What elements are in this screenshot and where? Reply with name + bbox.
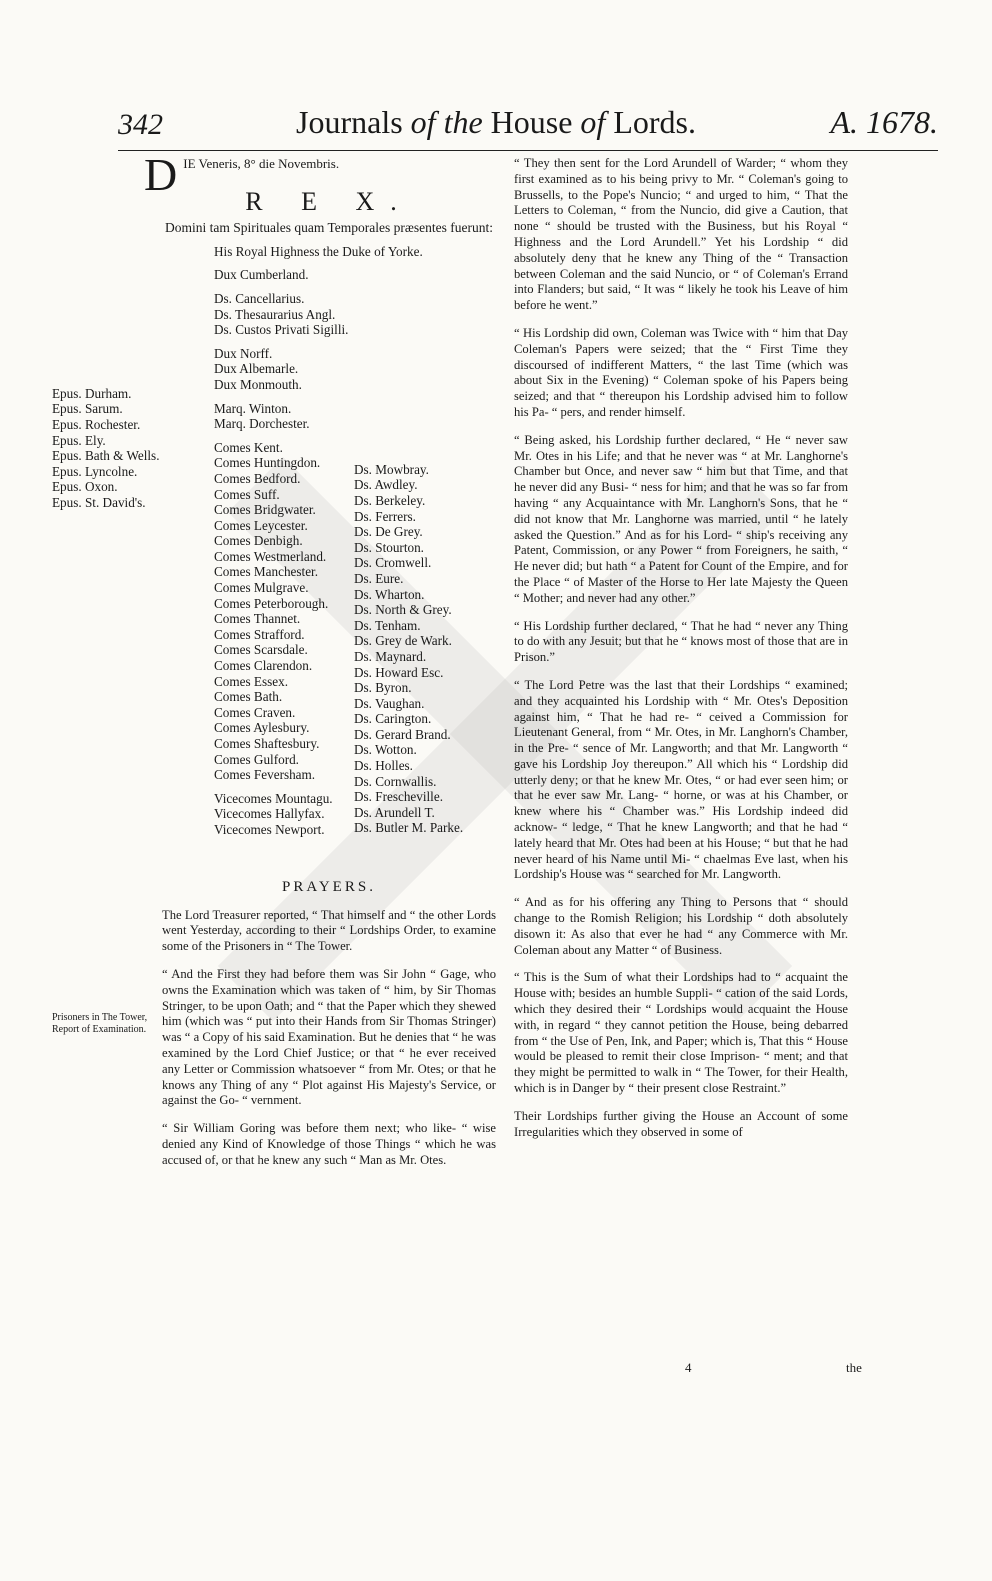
- roll-entry: Epus. Oxon.: [52, 479, 118, 495]
- dateline: [144, 149, 496, 200]
- roll-entry: Ds. Cancellarius.: [214, 290, 305, 306]
- list-gap: [214, 432, 364, 440]
- roll-entry: Comes Strafford.: [214, 626, 305, 642]
- roll-entry: Comes Shaftesbury.: [214, 736, 320, 752]
- right-column: [514, 156, 848, 1152]
- roll-entry: Epus. St. David's.: [52, 494, 146, 510]
- roll-entry: Vicecomes Newport.: [214, 821, 325, 837]
- roll-entry: Ds. Wotton.: [354, 742, 417, 758]
- roll-entry: Ds. Eure.: [354, 570, 404, 586]
- title-word: Lords.: [613, 104, 696, 140]
- page-number: 342: [118, 108, 163, 141]
- list-gap: [214, 783, 364, 791]
- roll-entry: Ds. Cromwell.: [354, 555, 432, 571]
- roll-entry: Ds. Holles.: [354, 758, 413, 774]
- title-word: of the: [410, 104, 483, 140]
- left-paragraphs: [162, 908, 496, 1169]
- margin-note: Prisoners in The Tower, Report of Examination.: [52, 1012, 148, 1035]
- paragraph: The Lord Treasurer reported, “ That himself and “ the other Lords went Yesterday, according to their “ Lordships Order, to examine some of the Prisoners in “ The Tower.: [162, 907, 496, 954]
- roll-entry: Epus. Lyncolne.: [52, 463, 138, 479]
- roll-entry: Comes Bedford.: [214, 470, 301, 486]
- roll-entry: Ds. Arundell T.: [354, 804, 435, 820]
- roll-entry: Comes Clarendon.: [214, 658, 313, 674]
- rex-heading: R E X.: [245, 187, 413, 216]
- roll-entry: Comes Mulgrave.: [214, 580, 309, 596]
- roll-entry: Ds. Byron.: [354, 680, 412, 696]
- roll-entry: Ds. Tenham.: [354, 617, 421, 633]
- roll-entry: Marq. Winton.: [214, 400, 292, 416]
- roll-entry: Ds. Frescheville.: [354, 789, 443, 805]
- roll-entry: Comes Aylesbury.: [214, 720, 310, 736]
- roll-entry: Ds. Stourton.: [354, 539, 424, 555]
- roll-entry: Comes Westmerland.: [214, 548, 327, 564]
- roll-entry: Epus. Sarum.: [52, 401, 123, 417]
- roll-entry: Comes Peterborough.: [214, 595, 329, 611]
- roll-entry: Ds. Carington.: [354, 711, 432, 727]
- prayers-heading: PRAYERS.: [282, 878, 376, 895]
- roll-entry: Comes Bridgwater.: [214, 502, 316, 518]
- roll-entry: Epus. Bath & Wells.: [52, 448, 160, 464]
- paragraph: “ The Lord Petre was the last that their Lordships “ examined; and they acquainted his Lordship with “ Mr. Otes's Deposition against him, “ That he had re- “ ceived a Commission for Lieutenant General, from “ Mr. Otes, in Mr. Langhorn's Chamber, in the Pre- “ sence of Mr. Langworth; and that Mr. Langworth “ gave his Lordship Joy thereupon.” All which his “ Lordship did utterly deny; or that he knew Mr. Otes, “ or had ever seen him; or that he ever saw Mr. Lang- “ horne, or was at his Chamber, or knew where his “ Chamber was.” His Lordship indeed did acknow- “ ledge, “ That he knew Langworth; and that he had “ lately heard that Mr. Otes had been at his House; “ but that he had never heard of his Name until Mi- “ chaelmas Eve last, when his Lordship's House was “ searched for Mr. Langworth.: [514, 677, 848, 882]
- peers-list-2: [354, 462, 504, 836]
- list-gap: [214, 259, 364, 267]
- roll-entry: Vicecomes Hallyfax.: [214, 806, 325, 822]
- roll-entry: Comes Gulford.: [214, 751, 299, 767]
- roll-entry: His Royal Highness the Duke of Yorke.: [214, 243, 423, 259]
- attendance-roll: [52, 243, 496, 874]
- paragraph: “ This is the Sum of what their Lordships had to “ acquaint the House with; besides an humble Suppli- “ cation of the said Lords, which they desired their “ Lordships would acquaint the House with, in regard “ they cannot petition the House, being debarred from “ the Use of Pen, Ink, and Paper; which is, That this “ House would be pleased to remit their close Imprison- “ ment; and that they might be permitted to walk in “ The Tower, for their Health, which is in Danger by “ their present close Restraint.”: [514, 970, 848, 1096]
- roll-entry: Ds. North & Grey.: [354, 602, 452, 618]
- roll-entry: Ds. De Grey.: [354, 524, 423, 540]
- list-gap: [214, 283, 364, 291]
- roll-entry: Dux Albemarle.: [214, 361, 299, 377]
- dateline-text: IE Veneris, 8° die Novembris.: [183, 156, 340, 171]
- roll-entry: Ds. Maynard.: [354, 648, 427, 664]
- roll-entry: Comes Scarsdale.: [214, 642, 308, 658]
- roll-entry: Ds. Custos Privati Sigilli.: [214, 322, 349, 338]
- paragraph: “ They then sent for the Lord Arundell of Warder; “ whom they first examined as to his being privy to Mr. “ Coleman's going to Brussells, to the Pope's Nuncio; “ and urged to him, “ That the Letters to Coleman, “ from the Nuncio, did give a Caution, that none “ should be trusted with the Business, but his Royal “ Highness and the Lord Arundell.” Yet his Lordship “ did absolutely deny that he knew any Thing of the “ Transaction between Coleman and the said Nuncio, or “ of Coleman's Errand into Flanders; but said, “ It was “ likely he took his Leave of him before he went.”: [514, 156, 848, 313]
- roll-entry: Vicecomes Mountagu.: [214, 790, 333, 806]
- roll-entry: Comes Kent.: [214, 439, 283, 455]
- roll-entry: Ds. Grey de Wark.: [354, 633, 452, 649]
- roll-entry: Dux Monmouth.: [214, 376, 302, 392]
- list-gap: [214, 338, 364, 346]
- title-word: of: [580, 104, 606, 140]
- roll-entry: Epus. Ely.: [52, 432, 106, 448]
- signature-mark: 4: [685, 1360, 692, 1375]
- attendance-heading: Domini tam Spirituales quam Temporales præsentes fuerunt:: [165, 219, 493, 235]
- title-word: Journals: [296, 104, 403, 140]
- roll-entry: Ds. Gerard Brand.: [354, 726, 451, 742]
- roll-entry: Ds. Vaughan.: [354, 695, 425, 711]
- roll-entry: Ds. Berkeley.: [354, 492, 426, 508]
- roll-entry: Dux Cumberland.: [214, 267, 309, 283]
- header-rule: [118, 150, 938, 151]
- roll-entry: Comes Denbigh.: [214, 533, 303, 549]
- paragraph: “ His Lordship further declared, “ That he had “ never any Thing to do with any Jesuit; but that he “ knows most of those that are in Prison.”: [514, 618, 848, 665]
- paragraph: “ And as for his offering any Thing to Persons that “ should change to the Romish Religion; his Lordship “ doth absolutely disown it: As also that ever he had “ any Commerce with Mr. Coleman about any Matter “ of Business.: [514, 895, 848, 957]
- paragraph: “ Sir William Goring was before them next; who like- “ wise denied any Kind of Knowledge of those Things “ which he was accused of, or that he knew any such “ Man as Mr. Otes.: [162, 1121, 496, 1167]
- roll-entry: Ds. Wharton.: [354, 586, 425, 602]
- paragraph: “ His Lordship did own, Coleman was Twice with “ him that Day Coleman's Papers were seized; that the “ First Time they discoursed of indifferent Matters, “ the last Time (which was about Six in the Evening) “ Coleman spoke of his Papers being seized; and that “ thereupon his Lordship advised him to follow his Pa- “ pers, and render himself.: [514, 325, 848, 419]
- roll-entry: Epus. Durham.: [52, 385, 132, 401]
- roll-entry: Ds. Awdley.: [354, 477, 418, 493]
- roll-entry: Ds. Ferrers.: [354, 508, 416, 524]
- right-paragraphs: [514, 156, 848, 1140]
- roll-entry: Comes Huntingdon.: [214, 455, 321, 471]
- roll-entry: Comes Thannet.: [214, 611, 301, 627]
- roll-entry: Comes Bath.: [214, 689, 283, 705]
- year: A. 1678.: [830, 104, 938, 140]
- roll-entry: Marq. Dorchester.: [214, 416, 310, 432]
- roll-entry: Ds. Howard Esc.: [354, 664, 444, 680]
- bishops-list: [52, 386, 182, 511]
- roll-entry: Comes Manchester.: [214, 564, 319, 580]
- list-gap: [214, 393, 364, 401]
- roll-entry: Ds. Butler M. Parke.: [354, 820, 464, 836]
- drop-cap: D: [144, 149, 178, 200]
- catchword: the: [846, 1360, 862, 1375]
- paragraph: “ And the First they had before them was Sir John “ Gage, who owns the Examination which was taken of “ him, by Sir Thomas Stringer, to be upon Oath; and “ that the Paper which they shewed him (which was “ put into their Hands from Sir Thomas Stringer) was “ a Copy of his said Examination. But he denies that “ he was examined by the Lord Chief Justice; or that “ he ever received any Letter or Commission whatsoever “ from Mr. Otes; or that he knows any Thing of any “ Plot against His Majesty's Service, or against the Go- “ vernment.: [162, 966, 496, 1108]
- roll-entry: Comes Essex.: [214, 673, 288, 689]
- roll-entry: Dux Norff.: [214, 345, 273, 361]
- roll-entry: Comes Feversham.: [214, 767, 316, 783]
- title-word: House: [490, 104, 573, 140]
- roll-entry: Ds. Cornwallis.: [354, 773, 437, 789]
- roll-entry: Ds. Thesaurarius Angl.: [214, 306, 336, 322]
- roll-entry: Epus. Rochester.: [52, 416, 141, 432]
- roll-entry: Comes Suff.: [214, 486, 280, 502]
- roll-entry: Comes Craven.: [214, 704, 296, 720]
- roll-entry: Comes Leycester.: [214, 517, 308, 533]
- roll-entry: Ds. Mowbray.: [354, 461, 429, 477]
- paragraph: Their Lordships further giving the House an Account of some Irregularities which they observed in some of: [514, 1108, 848, 1139]
- paragraph: “ Being asked, his Lordship further declared, “ He “ never saw Mr. Otes in his Life; and that he never was “ at Mr. Langhorne's Chamber but Once, and never saw “ him but that Time, and that he never did any Busi- “ ness for him; and that he was so far from having “ any Acquaintance with Mr. Langhorn's Sons, that he “ did not know that Mr. Langhorne was married, until “ he lately asked the Question.” And as for his Lord- “ ship's receiving any Patent, Commission, or any Power “ from Foreigners, he saith, “ He never did; but hath “ a Patent for Count of the Empire, and for the Place “ of Master of the Horse to Her late Majesty the Queen “ Mother; and never had any other.”: [514, 432, 848, 605]
